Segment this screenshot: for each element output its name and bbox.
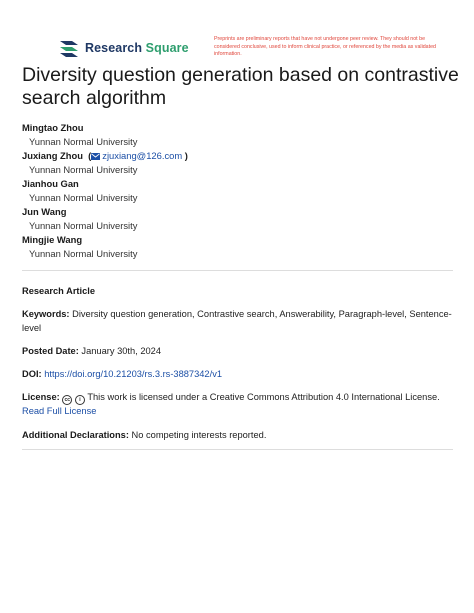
- mail-icon: [91, 153, 100, 160]
- article-type: Research Article: [22, 286, 96, 296]
- doi-link[interactable]: https://doi.org/10.21203/rs.3.rs-3887342/v1: [44, 369, 223, 379]
- doi-label: DOI:: [22, 369, 42, 379]
- research-square-logo-icon: [58, 37, 80, 59]
- by-icon: i: [75, 395, 85, 405]
- license-block: [22, 391, 454, 419]
- author-name-corresponding: [22, 149, 462, 163]
- declarations-block: [22, 429, 454, 443]
- author-name: Jun Wang: [22, 206, 67, 217]
- license-label: License:: [22, 392, 60, 402]
- keywords-block: [22, 308, 454, 335]
- divider-bottom: [22, 449, 453, 450]
- doi-block: [22, 368, 454, 382]
- keywords-label: Keywords:: [22, 309, 70, 319]
- logo-text-square: Square: [145, 41, 189, 55]
- posted-date-value: January 30th, 2024: [81, 346, 162, 356]
- author-affiliation: Yunnan Normal University: [29, 192, 138, 203]
- paper-title: Diversity question generation based on contrastive search algorithm: [22, 64, 459, 109]
- preprint-disclaimer: Preprints are preliminary reports that have not undergone peer review. They should not be considered conclusive, used to inform clinical practice, or referenced by the media as validated information.: [214, 36, 436, 57]
- posted-date-label: Posted Date:: [22, 346, 79, 356]
- keywords-text: Diversity question generation, Contrastive search, Answerability, Paragraph-level, Sentence-level: [22, 309, 452, 333]
- divider-top: [22, 270, 453, 271]
- author-affiliation: Yunnan Normal University: [29, 164, 138, 175]
- author-affiliation: Yunnan Normal University: [29, 220, 138, 231]
- author-email-text: zjuxiang@126.com: [102, 150, 183, 161]
- author-name: Jianhou Gan: [22, 178, 79, 189]
- email-close-paren: ): [182, 150, 188, 161]
- logo-text: [85, 41, 189, 55]
- author-name: Mingjie Wang: [22, 234, 83, 245]
- cc-icon: cc: [62, 395, 72, 405]
- declarations-text: No competing interests reported.: [131, 430, 267, 440]
- declarations-label: Additional Declarations:: [22, 430, 129, 440]
- posted-date-block: [22, 345, 454, 359]
- license-text: This work is licensed under a Creative Commons Attribution 4.0 International License.: [87, 392, 440, 402]
- author-affiliation: Yunnan Normal University: [29, 136, 138, 147]
- author-email-link[interactable]: [91, 150, 182, 161]
- author-name-text: Juxiang Zhou: [22, 150, 83, 161]
- author-list: [22, 121, 462, 261]
- header: [0, 0, 474, 62]
- author-affiliation: Yunnan Normal University: [29, 248, 138, 259]
- research-square-logo[interactable]: [58, 37, 189, 59]
- email-open-paren: (: [85, 150, 92, 161]
- read-full-license-link[interactable]: Read Full License: [22, 406, 97, 416]
- author-name: Mingtao Zhou: [22, 122, 84, 133]
- logo-text-research: Research: [85, 41, 143, 55]
